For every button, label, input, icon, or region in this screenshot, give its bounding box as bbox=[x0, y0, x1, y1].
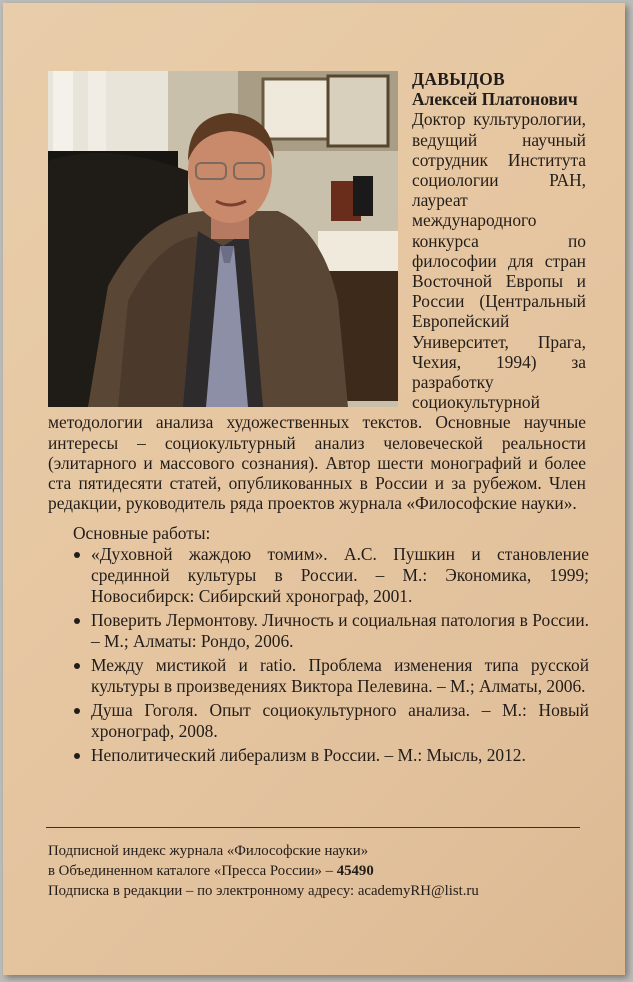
author-surname: ДАВЫДОВ bbox=[412, 69, 505, 89]
subscription-info bbox=[48, 841, 588, 901]
work-item: Неполитический либерализм в России. – М.: Мысль, 2012. bbox=[69, 745, 589, 766]
subscription-index: 45490 bbox=[336, 863, 374, 879]
subscription-line-1: Подписной индекс журнала «Философские науки» bbox=[48, 843, 369, 859]
work-item: «Духовной жаждою томим». А.С. Пушкин и становление срединной культуры в России. – М.: Экономика, 1999; Новосибирск: Сибирский хронограф, 2001. bbox=[69, 544, 589, 607]
work-item: Поверить Лермонтову. Личность и социальная патология в России. – М.; Алматы: Рондо, 2006. bbox=[69, 610, 589, 652]
subscription-line-2 bbox=[48, 861, 588, 881]
photo-float-spacer bbox=[48, 69, 412, 407]
work-item: Между мистикой и ratio. Проблема изменения типа русской культуры в произведениях Виктора Пелевина. – М.; Алматы, 2006. bbox=[69, 655, 589, 697]
works-heading: Основные работы: bbox=[73, 523, 211, 543]
author-name: Алексей Платонович bbox=[412, 89, 578, 110]
subscription-line-3: Подписка в редакции – по электронному адресу: academyRH@list.ru bbox=[48, 883, 479, 899]
journal-page bbox=[3, 3, 625, 975]
work-item: Душа Гоголя. Опыт социокультурного анализа. – М.: Новый хронограф, 2008. bbox=[69, 700, 589, 742]
author-bio-block bbox=[48, 69, 586, 513]
author-bio-text: Доктор культурологии, ведущий научный сотрудник Института социологии РАН, лауреат международного конкурса по философии для стран Восточной Европы и России (Центральный Европейский Университет, Прага, Чехия, 1994) за разработку социокультурной методологии анализа художественных текстов. Основные научные интересы – социокультурный анализ человеческой реальности (элитарного и массового сознания). Автор шести монографий и более ста пятидесяти статей, опубликованных в России и за рубежом. Член редакции, руководитель ряда проектов журнала «Философские науки». bbox=[48, 109, 586, 514]
works-list bbox=[69, 544, 589, 769]
subscription-catalog-text: в Объединенном каталоге «Пресса России» – bbox=[48, 863, 337, 879]
footer-divider bbox=[46, 827, 580, 828]
